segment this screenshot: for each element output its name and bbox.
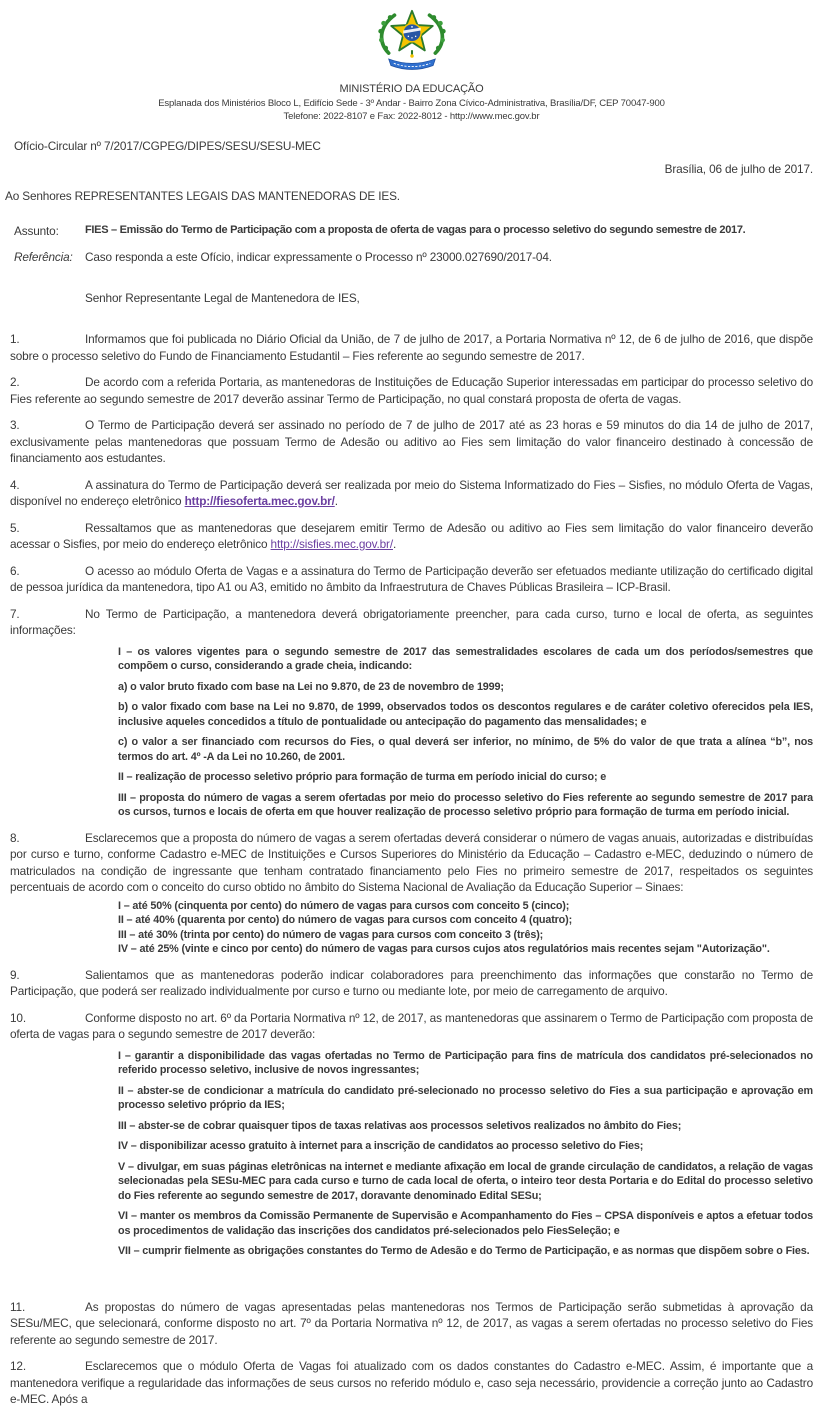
paragraph-4: 4. A assinatura do Termo de Participação deverá ser realizada por meio do Sistema Informatizado do Fies – Sisfies, no módulo Oferta de Vagas, disponível no endereço eletrônico http://fiesoferta.mec.gov.br/. [10,477,813,508]
paragraph-number: 12. [10,1359,26,1373]
paragraph-number: 11. [10,1299,26,1314]
reference-label: Referência: [14,250,73,264]
paragraph-9: 9. Salientamos que as mantenedoras poderão indicar colaboradores para preenchimento das informações que constarão no Termo de Participação, que poderá ser realizado individualmente por curso e turno ou mediante lote, por meio de carregamento de arquivo. [10,967,813,998]
document-date: Brasília, 06 de julho de 2017. [664,162,813,176]
document-body [10,331,813,1408]
subitem-3: b) o valor fixado com base na Lei no 9.870, de 1999, observados todos os descontos regulares e de caráter coletivo oferecidos pela IES, inclusive aqueles concedidos a título de pontualidade ou antecipação do pagamento das mensalidades; e [118,701,813,728]
subject-label: Assunto: [14,224,59,238]
paragraph-7: 7. No Termo de Participação, a mantenedora deverá obrigatoriamente preencher, para cada curso, turno e local de oferta, as seguintes informações: [10,606,813,637]
subitem-2: II – até 40% (quarenta por cento) do número de vagas para cursos com conceito 4 (quatro); [118,914,573,926]
paragraph-number: 5. [10,520,20,535]
reference-text: Caso responda a este Ofício, indicar expressamente o Processo nº 23000.027690/2017-04. [85,250,552,264]
paragraph-number: 10. [10,1010,26,1025]
paragraph-number: 4. [10,477,20,492]
paragraph-11: 11. As propostas do número de vagas apresentadas pelas mantenedoras nos Termos de Participação serão submetidas à aprovação da SESu/MEC, que selecionará, conforme disposto no art. 7º da Portaria Normativa nº 12, de 2017, as vagas a serem ofertadas no processo seletivo do Fies referente ao segundo semestre de 2017. [10,1299,813,1347]
paragraph-number: 7. [10,606,20,621]
paragraph-number: 6. [10,563,20,578]
hyperlink[interactable]: http://fiesoferta.mec.gov.br/ [184,494,335,508]
paragraph-number: 2. [10,375,20,389]
paragraph-number: 1. [10,332,20,346]
paragraph-number: 9. [10,967,20,982]
ministry-name: MINISTÉRIO DA EDUCAÇÃO [339,83,484,95]
subitem-6: VI – manter os membros da Comissão Permanente de Supervisão e Acompanhamento do Fies – CPSA disponíveis e aptos a efetuar todos os procedimentos de validação das inscrições dos candidatos pré-selecionados pelo FiesSeleção; e [118,1210,813,1237]
document-number: Ofício-Circular nº 7/2017/CGPEG/DIPES/SESU/SESU-MEC [14,139,321,153]
hyperlink[interactable]: http://sisfies.mec.gov.br/ [270,537,393,551]
subitem-3: III – abster-se de cobrar quaisquer tipos de taxas relativas aos processos seletivos realizados no âmbito do Fies; [118,1119,682,1132]
salutation-line: Senhor Representante Legal de Mantenedora de IES, [85,291,360,305]
paragraph-number: 3. [10,418,20,432]
subitem-1: I – até 50% (cinquenta por cento) do número de vagas para cursos com conceito 5 (cinco); [118,899,570,912]
paragraph-6: 6. O acesso ao módulo Oferta de Vagas e a assinatura do Termo de Participação deverão ser efetuados mediante utilização do certificado digital de pessoa jurídica da mantenedora, tipo A1 ou A3, emitido no âmbito da Infraestrutura de Chaves Públicas Brasileira – ICP-Brasil. [10,563,813,594]
subitem-list [118,645,813,820]
subitem-4: c) o valor a ser financiado com recursos do Fies, o qual deverá ser inferior, no mínimo, de 5% do valor de que trata a alínea “b”, nos termos do art. 4º -A da Lei no 10.260, de 2001. [118,736,813,763]
paragraph-12: 12. Esclarecemos que o módulo Oferta de Vagas foi atualizado com os dados constantes do Cadastro e-MEC. Assim, é importante que a mantenedora verifique a regularidade das informações de seus cursos no referido módulo e, caso seja necessário, providencie a correção junto ao Cadastro e-MEC. Após a [10,1359,813,1406]
subitem-1: I – os valores vigentes para o segundo semestre de 2017 das semestralidades escolares de cada um dos períodos/semestres que compõem o curso, considerando a grade cheia, indicando: [118,645,813,672]
subitem-4: IV – disponibilizar acesso gratuito à internet para a inscrição de candidatos ao processo seletivo do Fies; [118,1140,644,1152]
subitem-2: a) o valor bruto fixado com base na Lei no 9.870, de 23 de novembro de 1999; [118,680,504,693]
brazil-coat-of-arms-icon [368,5,456,75]
subitem-5: V – divulgar, em suas páginas eletrônicas na internet e mediante afixação em local de grande circulação de candidatos, a relação de vagas selecionadas pela SESu-MEC para cada curso e turno de cada local de oferta, o inteiro teor desta Portaria e do Edital do processo seletivo do Fies referente ao segundo semestre de 2017, doravante denominado Edital SESu; [118,1160,813,1202]
paragraph-2: 2. De acordo com a referida Portaria, as mantenedoras de Instituições de Educação Superior interessadas em participar do processo seletivo do Fies referente ao segundo semestre de 2017 deverão assinar Termo de Participação, no qual constará proposta de oferta de vagas. [10,375,813,406]
subitem-list [118,899,813,957]
paragraph-number: 8. [10,830,20,845]
subitem-1: I – garantir a disponibilidade das vagas ofertadas no Termo de Participação para fins de matrícula dos candidatos pré-selecionados no referido processo seletivo, inclusive de novos ingressantes; [118,1049,813,1076]
paragraph-8: 8. Esclarecemos que a proposta do número de vagas a serem ofertadas deverá considerar o número de vagas anuais, autorizadas e distribuídas por curso e turno, conforme Cadastro e-MEC de Instituições e Cursos Superiores do Ministério da Educação – Cadastro e-MEC, deduzindo o número de matriculados na condição de ingressante que tenham contratado financiamento pelo Fies no primeiro semestre de 2017, respeitados os seguintes percentuais de acordo com o conceito do curso obtido no âmbito do Sistema Nacional de Avaliação da Educação Superior – Sinaes: [10,830,813,894]
subitem-6: III – proposta do número de vagas a serem ofertadas por meio do processo seletivo do Fies referente ao segundo semestre de 2017 para os cursos, turnos e locais de oferta em que houver realização de processo seletivo próprio para formação de turma em período inicial. [118,791,813,818]
subitem-7: VII – cumprir fielmente as obrigações constantes do Termo de Adesão e do Termo de Participação, e as normas que dispõem sobre o Fies. [118,1245,810,1257]
paragraph-3: 3. O Termo de Participação deverá ser assinado no período de 7 de julho de 2017 até as 23 horas e 59 minutos do dia 14 de julho de 2017, exclusivamente pelas mantenedoras que possuam Termo de Adesão ou aditivo ao Fies sem limitação do valor financeiro destinado à concessão de financiamento aos estudantes. [10,418,813,465]
subject-text: FIES – Emissão do Termo de Participação com a proposta de oferta de vagas para o processo seletivo do segundo semestre de 2017. [85,224,746,236]
subject-row [10,224,813,238]
subitem-3: III – até 30% (trinta por cento) do número de vagas para cursos com conceito 3 (três); [118,928,544,941]
addressee-line: Ao Senhores REPRESENTANTES LEGAIS DAS MANTENEDORAS DE IES. [5,189,400,203]
paragraph-5: 5. Ressaltamos que as mantenedoras que desejarem emitir Termo de Adesão ou aditivo ao Fies sem limitação do valor financeiro deverão acessar o Sisfies, por meio do endereço eletrônico http://sisfies.mec.gov.br/. [10,520,813,551]
ministry-address: Esplanada dos Ministérios Bloco L, Edifício Sede - 3º Andar - Bairro Zona Cívico-Administrativa, Brasília/DF, CEP 70047-900 [158,98,665,109]
paragraph-10: 10. Conforme disposto no art. 6º da Portaria Normativa nº 12, de 2017, as mantenedoras que assinarem o Termo de Participação com proposta de oferta de vagas para o segundo semestre de 2017 deverão: [10,1010,813,1041]
subitem-5: II – realização de processo seletivo próprio para formação de turma em período inicial do curso; e [118,771,607,783]
subitem-list [118,1049,813,1259]
paragraph-1: 1. Informamos que foi publicada no Diário Oficial da União, de 7 de julho de 2017, a Portaria Normativa nº 12, de 6 de julho de 2016, que dispõe sobre o processo seletivo do Fundo de Financiamento Estudantil – Fies referente ao segundo semestre de 2017. [10,332,813,363]
subitem-2: II – abster-se de condicionar a matrícula do candidato pré-selecionado no processo seletivo do Fies a sua participação e aprovação em processo seletivo próprio da IES; [118,1084,813,1111]
letterhead [10,0,813,122]
reference-row [10,250,813,264]
ministry-phone: Telefone: 2022-8107 e Fax: 2022-8012 - http://www.mec.gov.br [283,111,540,122]
subitem-4: IV – até 25% (vinte e cinco por cento) do número de vagas para cursos cujos atos regulatórios mais recentes sejam "Autorização". [118,943,770,955]
